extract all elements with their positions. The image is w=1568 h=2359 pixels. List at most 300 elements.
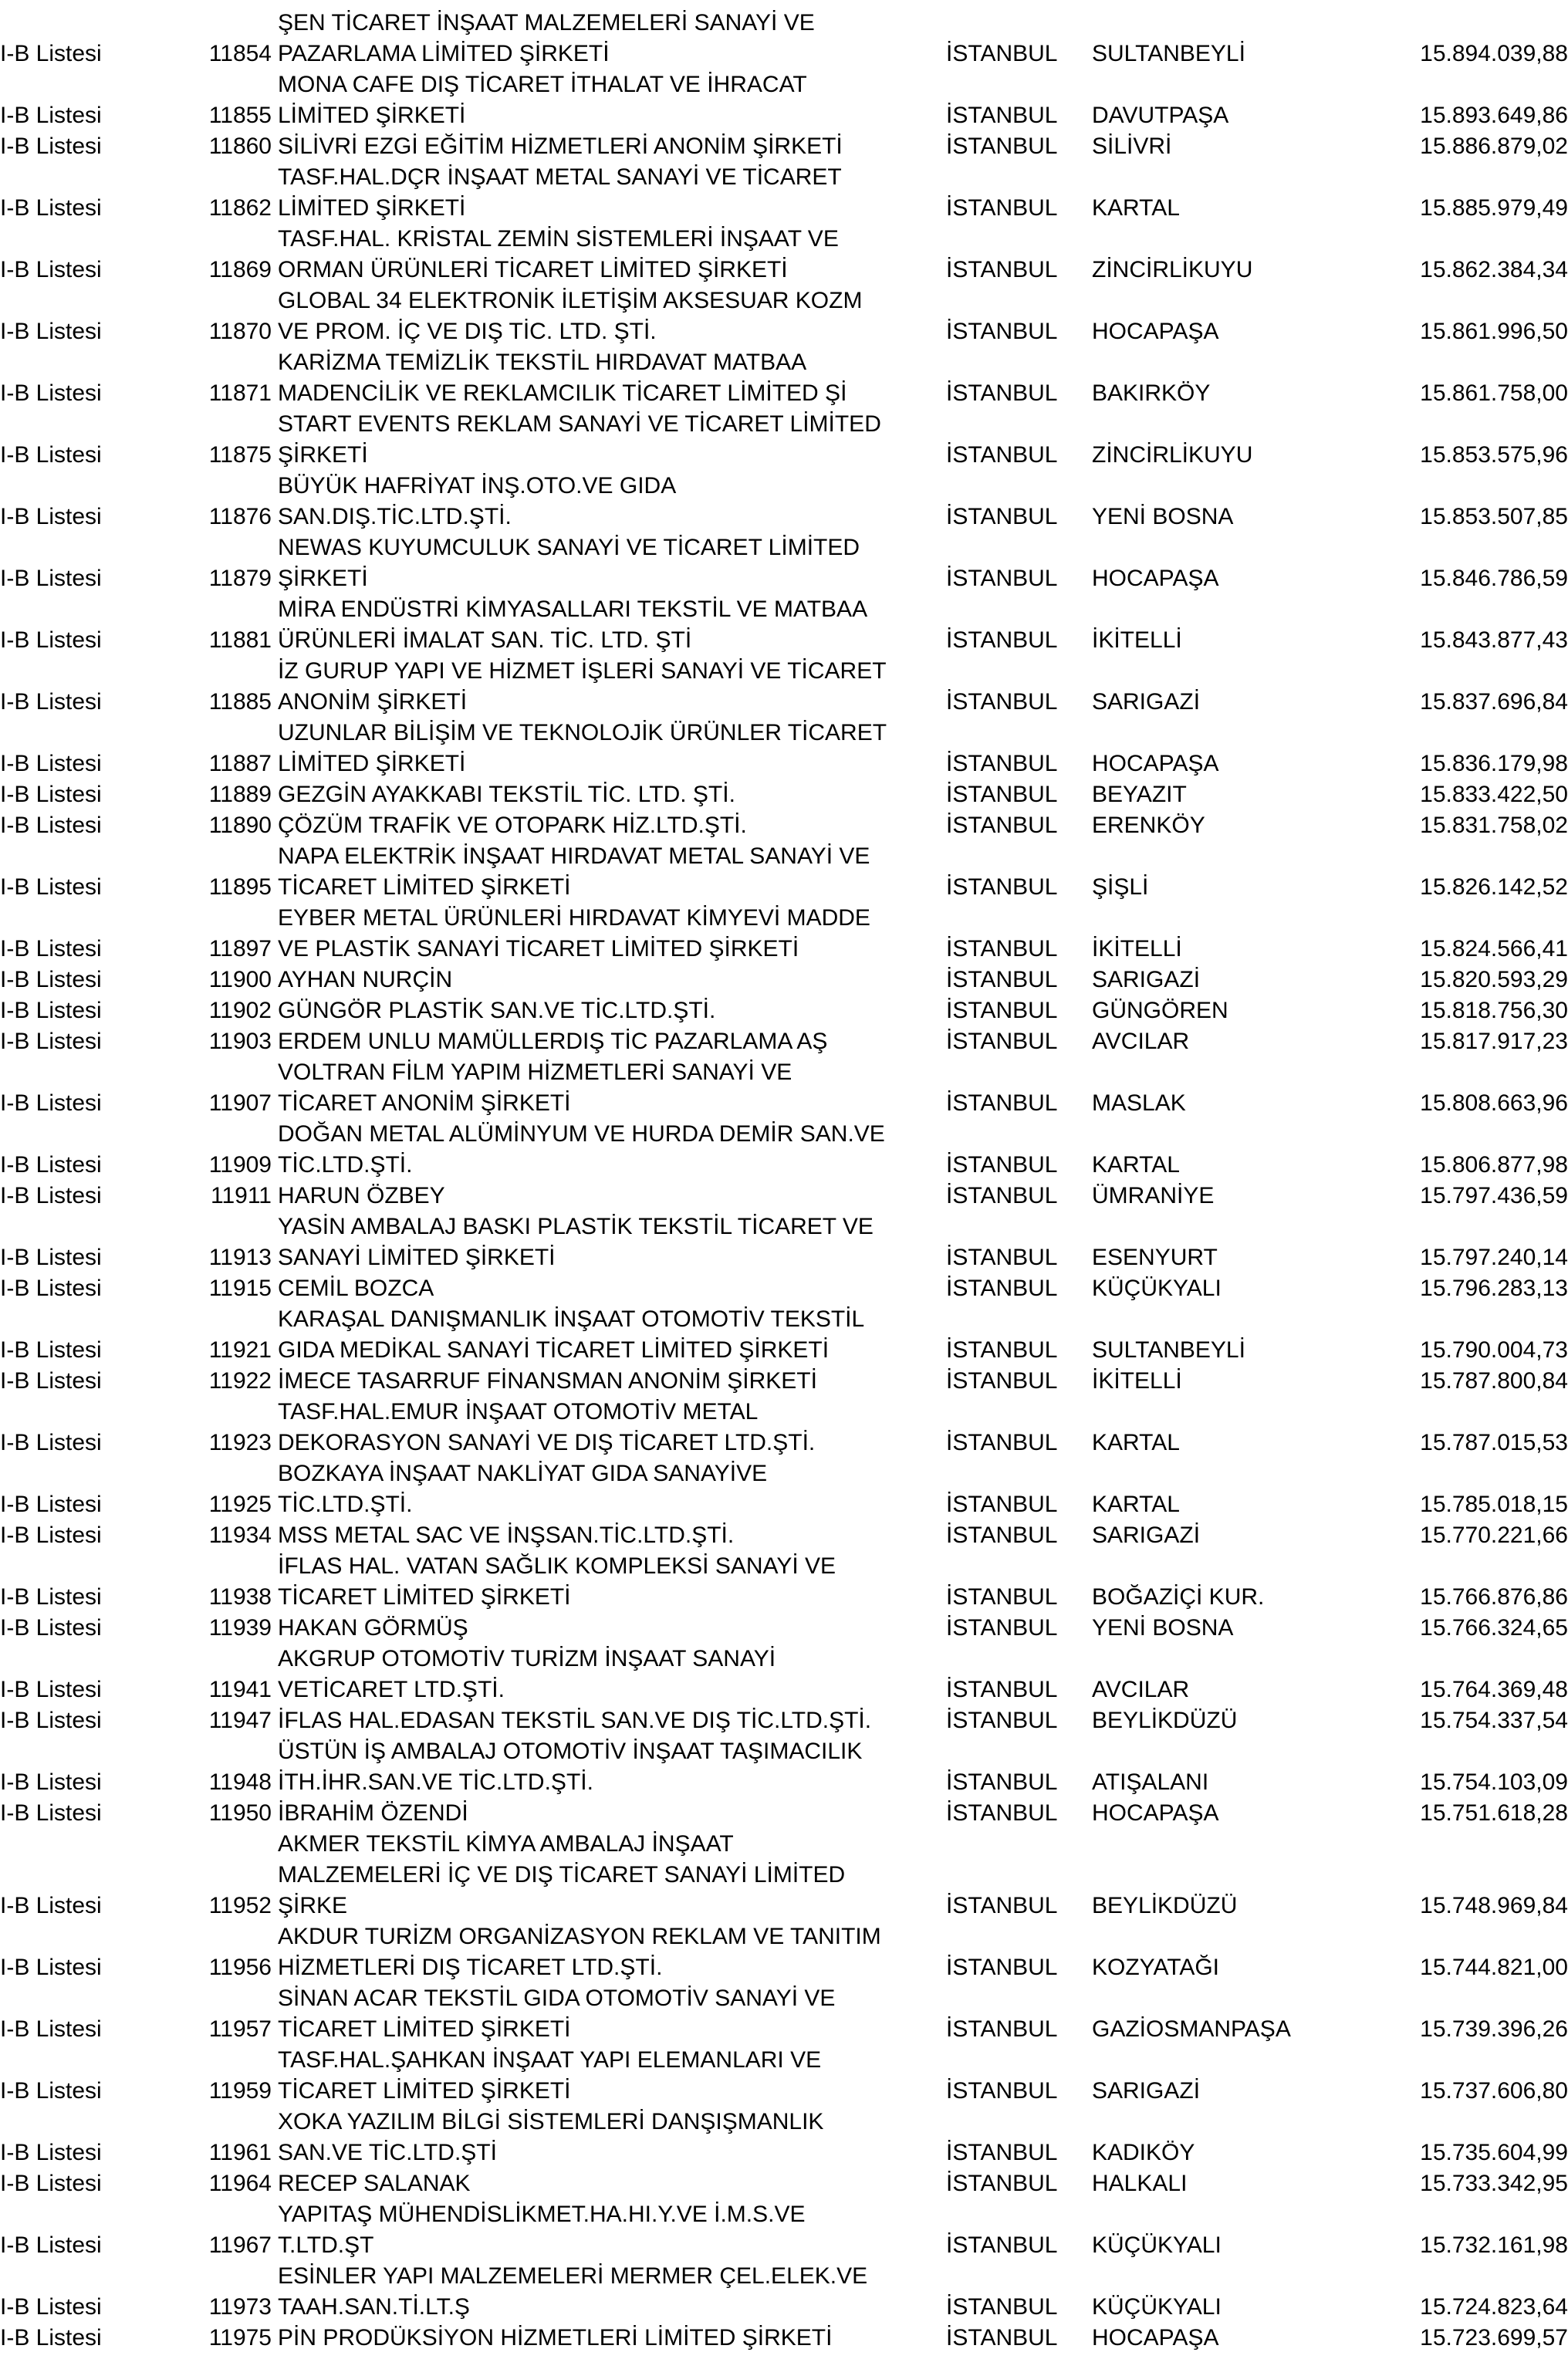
list-name: I-B Listesi [0, 936, 102, 962]
table-row [0, 255, 1568, 286]
company-name-line: SAN.DIŞ.TİC.LTD.ŞTİ. [278, 504, 512, 529]
table-row [0, 1891, 1568, 1921]
company-name-line: DEKORASYON SANAYİ VE DIŞ TİCARET LTD.ŞTİ. [278, 1430, 816, 1455]
district: SARIGAZİ [1092, 967, 1201, 992]
list-name: I-B Listesi [0, 1029, 102, 1054]
row-number: 11911 [211, 1183, 272, 1208]
company-name-line: CEMİL BOZCA [278, 1276, 434, 1301]
list-name: I-B Listesi [0, 689, 102, 715]
company-name-line: HARUN ÖZBEY [278, 1183, 445, 1208]
table-row [0, 193, 1568, 224]
table-row [0, 1705, 1568, 1736]
company-name-line: SİNAN ACAR TEKSTİL GIDA OTOMOTİV SANAYİ VE [278, 1986, 836, 2011]
table-row-name-continuation [0, 8, 1568, 39]
district: SARIGAZİ [1092, 689, 1201, 715]
company-name-line: GLOBAL 34 ELEKTRONİK İLETİŞİM AKSESUAR KOZM [278, 288, 863, 313]
company-name-line: MSS METAL SAC VE İNŞSAN.TİC.LTD.ŞTİ. [278, 1523, 735, 1548]
company-name-line: KARAŞAL DANIŞMANLIK İNŞAAT OTOMOTİV TEKSTİL [278, 1306, 865, 1332]
row-number: 11973 [208, 2294, 272, 2320]
table-row-name-continuation [0, 347, 1568, 378]
debt-amount: 15.824.566,41 [1420, 936, 1568, 962]
district: BOĞAZİÇİ KUR. [1092, 1584, 1265, 1610]
table-row-name-continuation [0, 69, 1568, 100]
list-name: I-B Listesi [0, 1090, 102, 1116]
table-row-name-continuation [0, 1057, 1568, 1088]
row-number: 11934 [208, 1523, 272, 1548]
list-name: I-B Listesi [0, 627, 102, 653]
debt-amount: 15.806.877,98 [1420, 1152, 1568, 1178]
city: İSTANBUL [946, 1708, 1058, 1733]
table-row-name-continuation [0, 1458, 1568, 1489]
district: İKİTELLİ [1092, 627, 1182, 653]
district: ZİNCİRLİKUYU [1092, 442, 1253, 468]
table-row [0, 687, 1568, 718]
row-number: 11950 [208, 1800, 272, 1826]
row-number: 11957 [208, 2016, 272, 2042]
company-name-line: TİCARET ANONİM ŞİRKETİ [278, 1090, 571, 1116]
city: İSTANBUL [946, 936, 1058, 962]
table-row [0, 749, 1568, 779]
table-row-name-continuation [0, 471, 1568, 502]
table-row-name-continuation [0, 903, 1568, 934]
company-name-line: XOKA YAZILIM BİLGİ SİSTEMLERİ DANŞIŞMANLIK [278, 2109, 824, 2134]
row-number: 11897 [208, 936, 272, 962]
company-name-line: SANAYİ LİMİTED ŞİRKETİ [278, 1245, 556, 1270]
row-number: 11921 [208, 1337, 272, 1363]
table-row [0, 2076, 1568, 2107]
table-row [0, 378, 1568, 409]
company-name-line: SAN.VE TİC.LTD.ŞTİ [278, 2140, 497, 2165]
company-name-line: ÜRÜNLERİ İMALAT SAN. TİC. LTD. ŞTİ [278, 627, 692, 653]
district: KADIKÖY [1092, 2140, 1195, 2165]
debt-amount: 15.787.015,53 [1420, 1430, 1568, 1455]
table-row-name-continuation [0, 532, 1568, 563]
row-number: 11869 [208, 257, 272, 282]
list-name: I-B Listesi [0, 1955, 102, 1980]
debt-amount: 15.751.618,28 [1420, 1800, 1568, 1826]
table-row-name-continuation [0, 656, 1568, 687]
district: İKİTELLİ [1092, 1368, 1182, 1394]
row-number: 11900 [208, 967, 272, 992]
city: İSTANBUL [946, 1183, 1058, 1208]
district: ATIŞALANI [1092, 1769, 1209, 1795]
company-name-line: TASF.HAL.ŞAHKAN İNŞAAT YAPI ELEMANLARI VE [278, 2047, 822, 2073]
table-row [0, 2168, 1568, 2199]
table-row-name-continuation [0, 1119, 1568, 1150]
company-name-line: MİRA ENDÜSTRİ KİMYASALLARI TEKSTİL VE MATBAA [278, 597, 868, 622]
table-row-name-continuation [0, 409, 1568, 440]
row-number: 11923 [208, 1430, 272, 1455]
table-row [0, 1181, 1568, 1212]
list-name: I-B Listesi [0, 1152, 102, 1178]
table-row [0, 1366, 1568, 1397]
company-name-line: BOZKAYA İNŞAAT NAKLİYAT GIDA SANAYİVE [278, 1461, 768, 1486]
city: İSTANBUL [946, 41, 1058, 66]
district: KARTAL [1092, 1430, 1180, 1455]
table-row-name-continuation [0, 1304, 1568, 1335]
list-name: I-B Listesi [0, 195, 102, 221]
table-row [0, 1582, 1568, 1613]
row-number: 11854 [208, 41, 272, 66]
row-number: 11860 [208, 133, 272, 159]
company-name-line: MONA CAFE DIŞ TİCARET İTHALAT VE İHRACAT [278, 72, 807, 97]
city: İSTANBUL [946, 1523, 1058, 1548]
list-name: I-B Listesi [0, 566, 102, 591]
district: KÜÇÜKYALI [1092, 2232, 1222, 2258]
row-number: 11939 [208, 1615, 272, 1641]
city: İSTANBUL [946, 2140, 1058, 2165]
district: ERENKÖY [1092, 813, 1205, 838]
list-name: I-B Listesi [0, 967, 102, 992]
debt-amount: 15.748.969,84 [1420, 1893, 1568, 1918]
debt-amount: 15.797.240,14 [1420, 1245, 1568, 1270]
district: BEYLİKDÜZÜ [1092, 1893, 1238, 1918]
debt-amount: 15.820.593,29 [1420, 967, 1568, 992]
debt-amount: 15.836.179,98 [1420, 751, 1568, 776]
district: BEYAZIT [1092, 782, 1187, 807]
district: KARTAL [1092, 1492, 1180, 1517]
district: DAVUTPAŞA [1092, 103, 1229, 128]
city: İSTANBUL [946, 1800, 1058, 1826]
table-row-name-continuation [0, 594, 1568, 625]
row-number: 11922 [208, 1368, 272, 1394]
row-number: 11875 [208, 442, 272, 468]
list-name: I-B Listesi [0, 2294, 102, 2320]
debt-amount: 15.735.604,99 [1420, 2140, 1568, 2165]
city: İSTANBUL [946, 1090, 1058, 1116]
debt-amount: 15.833.422,50 [1420, 782, 1568, 807]
debt-amount: 15.831.758,02 [1420, 813, 1568, 838]
city: İSTANBUL [946, 1029, 1058, 1054]
table-row [0, 872, 1568, 903]
table-row [0, 2230, 1568, 2261]
row-number: 11915 [208, 1276, 272, 1301]
debt-amount: 15.826.142,52 [1420, 874, 1568, 900]
company-name-line: HİZMETLERİ DIŞ TİCARET LTD.ŞTİ. [278, 1955, 663, 1980]
table-row-name-continuation [0, 718, 1568, 749]
city: İSTANBUL [946, 998, 1058, 1023]
row-number: 11902 [208, 998, 272, 1023]
row-number: 11876 [208, 504, 272, 529]
debt-amount: 15.744.821,00 [1420, 1955, 1568, 1980]
city: İSTANBUL [946, 1430, 1058, 1455]
debt-amount: 15.817.917,23 [1420, 1029, 1568, 1054]
debt-amount: 15.787.800,84 [1420, 1368, 1568, 1394]
table-row [0, 502, 1568, 532]
table-row [0, 316, 1568, 347]
table-row [0, 1335, 1568, 1366]
list-name: I-B Listesi [0, 2078, 102, 2104]
company-name-line: TASF.HAL.DÇR İNŞAAT METAL SANAYİ VE TİCARET [278, 164, 842, 190]
row-number: 11871 [208, 380, 272, 406]
row-number: 11889 [208, 782, 272, 807]
company-name-line: TİCARET LİMİTED ŞİRKETİ [278, 874, 571, 900]
company-name-line: LİMİTED ŞİRKETİ [278, 751, 466, 776]
district: BEYLİKDÜZÜ [1092, 1708, 1238, 1733]
company-name-line: TİC.LTD.ŞTİ. [278, 1492, 413, 1517]
company-name-line: AKMER TEKSTİL KİMYA AMBALAJ İNŞAAT [278, 1831, 734, 1857]
table-row [0, 1026, 1568, 1057]
city: İSTANBUL [946, 1677, 1058, 1702]
district: MASLAK [1092, 1090, 1186, 1116]
table-row-name-continuation [0, 1551, 1568, 1582]
table-row [0, 779, 1568, 810]
company-name-line: TİCARET LİMİTED ŞİRKETİ [278, 1584, 571, 1610]
table-row-name-continuation [0, 1860, 1568, 1891]
list-name: I-B Listesi [0, 1245, 102, 1270]
district: YENİ BOSNA [1092, 504, 1234, 529]
company-name-line: MALZEMELERİ İÇ VE DIŞ TİCARET SANAYİ LİMİTED [278, 1862, 846, 1888]
list-name: I-B Listesi [0, 103, 102, 128]
table-row [0, 2138, 1568, 2168]
city: İSTANBUL [946, 2294, 1058, 2320]
city: İSTANBUL [946, 1615, 1058, 1641]
district: HOCAPAŞA [1092, 751, 1219, 776]
debt-amount: 15.739.396,26 [1420, 2016, 1568, 2042]
company-name-line: DOĞAN METAL ALÜMİNYUM VE HURDA DEMİR SAN.VE [278, 1121, 885, 1147]
table-row [0, 965, 1568, 995]
city: İSTANBUL [946, 103, 1058, 128]
debt-amount: 15.886.879,02 [1420, 133, 1568, 159]
debt-amount: 15.732.161,98 [1420, 2232, 1568, 2258]
row-number: 11925 [208, 1492, 272, 1517]
company-name-line: EYBER METAL ÜRÜNLERİ HIRDAVAT KİMYEVİ MADDE [278, 905, 870, 931]
list-name: I-B Listesi [0, 1800, 102, 1826]
debt-amount: 15.796.283,13 [1420, 1276, 1568, 1301]
table-row [0, 1520, 1568, 1551]
city: İSTANBUL [946, 1893, 1058, 1918]
company-name-line: YAPITAŞ MÜHENDİSLİKMET.HA.HI.Y.VE İ.M.S.VE [278, 2202, 806, 2227]
table-row-name-continuation [0, 1397, 1568, 1428]
company-name-line: İTH.İHR.SAN.VE TİC.LTD.ŞTİ. [278, 1769, 593, 1795]
company-name-line: GÜNGÖR PLASTİK SAN.VE TİC.LTD.ŞTİ. [278, 998, 716, 1023]
debt-amount: 15.893.649,86 [1420, 103, 1568, 128]
row-number: 11862 [208, 195, 272, 221]
debt-amount: 15.797.436,59 [1420, 1183, 1568, 1208]
company-name-line: UZUNLAR BİLİŞİM VE TEKNOLOJİK ÜRÜNLER TİCARET [278, 720, 887, 745]
district: GÜNGÖREN [1092, 998, 1228, 1023]
company-name-line: VE PROM. İÇ VE DIŞ TİC. LTD. ŞTİ. [278, 319, 657, 344]
city: İSTANBUL [946, 1152, 1058, 1178]
debt-amount: 15.733.342,95 [1420, 2171, 1568, 2196]
table-row [0, 2323, 1568, 2354]
list-name: I-B Listesi [0, 874, 102, 900]
list-name: I-B Listesi [0, 1183, 102, 1208]
table-row-name-continuation [0, 2045, 1568, 2076]
row-number: 11887 [208, 751, 272, 776]
table-row-name-continuation [0, 1736, 1568, 1767]
district: ESENYURT [1092, 1245, 1218, 1270]
table-row [0, 1675, 1568, 1705]
table-row [0, 1767, 1568, 1798]
list-name: I-B Listesi [0, 1769, 102, 1795]
list-name: I-B Listesi [0, 1430, 102, 1455]
district: SULTANBEYLİ [1092, 1337, 1245, 1363]
district: ÜMRANİYE [1092, 1183, 1215, 1208]
company-name-line: NEWAS KUYUMCULUK SANAYİ VE TİCARET LİMİTED [278, 535, 860, 560]
company-name-line: ESİNLER YAPI MALZEMELERİ MERMER ÇEL.ELEK.VE [278, 2263, 868, 2289]
company-name-line: BÜYÜK HAFRİYAT İNŞ.OTO.VE GIDA [278, 473, 677, 498]
company-name-line: TASF.HAL.EMUR İNŞAAT OTOMOTİV METAL [278, 1399, 759, 1425]
company-name-line: T.LTD.ŞT [278, 2232, 374, 2258]
city: İSTANBUL [946, 2016, 1058, 2042]
row-number: 11952 [208, 1893, 272, 1918]
list-name: I-B Listesi [0, 1708, 102, 1733]
district: AVCILAR [1092, 1029, 1190, 1054]
list-name: I-B Listesi [0, 133, 102, 159]
district: HOCAPAŞA [1092, 2325, 1219, 2351]
row-number: 11881 [208, 627, 272, 653]
city: İSTANBUL [946, 1492, 1058, 1517]
row-number: 11941 [208, 1677, 272, 1702]
debt-amount: 15.766.324,65 [1420, 1615, 1568, 1641]
debt-amount: 15.894.039,88 [1420, 41, 1568, 66]
table-row [0, 1952, 1568, 1983]
company-name-line: RECEP SALANAK [278, 2171, 471, 2196]
debt-amount: 15.754.103,09 [1420, 1769, 1568, 1795]
company-name-line: AKGRUP OTOMOTİV TURİZM İNŞAAT SANAYİ [278, 1646, 776, 1671]
district: KOZYATAĞI [1092, 1955, 1220, 1980]
company-name-line: İFLAS HAL.EDASAN TEKSTİL SAN.VE DIŞ TİC.LTD.ŞTİ. [278, 1708, 872, 1733]
district: BAKIRKÖY [1092, 380, 1211, 406]
table-row [0, 440, 1568, 471]
city: İSTANBUL [946, 874, 1058, 900]
table-row [0, 39, 1568, 69]
list-name: I-B Listesi [0, 1615, 102, 1641]
district: ZİNCİRLİKUYU [1092, 257, 1253, 282]
list-name: I-B Listesi [0, 2232, 102, 2258]
row-number: 11948 [208, 1769, 272, 1795]
city: İSTANBUL [946, 442, 1058, 468]
table-row [0, 2014, 1568, 2045]
table-row [0, 1428, 1568, 1458]
row-number: 11879 [208, 566, 272, 591]
district: YENİ BOSNA [1092, 1615, 1234, 1641]
list-name: I-B Listesi [0, 998, 102, 1023]
city: İSTANBUL [946, 1769, 1058, 1795]
list-name: I-B Listesi [0, 41, 102, 66]
row-number: 11885 [208, 689, 272, 715]
district: ŞİŞLİ [1092, 874, 1149, 900]
company-name-line: VOLTRAN FİLM YAPIM HİZMETLERİ SANAYİ VE [278, 1060, 792, 1085]
table-row-name-continuation [0, 1983, 1568, 2014]
company-name-line: ŞEN TİCARET İNŞAAT MALZEMELERİ SANAYİ VE [278, 10, 815, 35]
table-row [0, 100, 1568, 131]
company-name-line: GIDA MEDİKAL SANAYİ TİCARET LİMİTED ŞİRKETİ [278, 1337, 830, 1363]
company-name-line: ORMAN ÜRÜNLERİ TİCARET LİMİTED ŞİRKETİ [278, 257, 788, 282]
table-row-name-continuation [0, 2261, 1568, 2292]
table-row [0, 563, 1568, 594]
company-name-line: ERDEM UNLU MAMÜLLERDIŞ TİC PAZARLAMA AŞ [278, 1029, 828, 1054]
district: KARTAL [1092, 195, 1180, 221]
company-name-line: ÜSTÜN İŞ AMBALAJ OTOMOTİV İNŞAAT TAŞIMACILIK [278, 1739, 863, 1764]
company-name-line: VETİCARET LTD.ŞTİ. [278, 1677, 505, 1702]
table-row [0, 1242, 1568, 1273]
company-name-line: ÇÖZÜM TRAFİK VE OTOPARK HİZ.LTD.ŞTİ. [278, 813, 747, 838]
table-row [0, 810, 1568, 841]
company-name-line: LİMİTED ŞİRKETİ [278, 103, 466, 128]
city: İSTANBUL [946, 257, 1058, 282]
debt-amount: 15.837.696,84 [1420, 689, 1568, 715]
table-row-name-continuation [0, 841, 1568, 872]
row-number: 11959 [208, 2078, 272, 2104]
list-name: I-B Listesi [0, 782, 102, 807]
district: SARIGAZİ [1092, 2078, 1201, 2104]
list-name: I-B Listesi [0, 1677, 102, 1702]
debt-amount: 15.808.663,96 [1420, 1090, 1568, 1116]
table-row [0, 1088, 1568, 1119]
company-name-line: ŞİRKETİ [278, 566, 368, 591]
company-name-line: TİC.LTD.ŞTİ. [278, 1152, 413, 1178]
city: İSTANBUL [946, 1276, 1058, 1301]
city: İSTANBUL [946, 1245, 1058, 1270]
table-row [0, 625, 1568, 656]
row-number: 11967 [208, 2232, 272, 2258]
company-name-line: TASF.HAL. KRİSTAL ZEMİN SİSTEMLERİ İNŞAAT VE [278, 226, 839, 252]
company-name-line: GEZGİN AYAKKABI TEKSTİL TİC. LTD. ŞTİ. [278, 782, 735, 807]
row-number: 11895 [208, 874, 272, 900]
company-name-line: VE PLASTİK SANAYİ TİCARET LİMİTED ŞİRKETİ [278, 936, 799, 962]
company-name-line: NAPA ELEKTRİK İNŞAAT HIRDAVAT METAL SANAYİ VE [278, 843, 870, 869]
debt-amount: 15.723.699,57 [1420, 2325, 1568, 2351]
company-name-line: ANONİM ŞİRKETİ [278, 689, 468, 715]
city: İSTANBUL [946, 2078, 1058, 2104]
table-row-name-continuation [0, 2107, 1568, 2138]
list-name: I-B Listesi [0, 319, 102, 344]
city: İSTANBUL [946, 566, 1058, 591]
company-name-line: LİMİTED ŞİRKETİ [278, 195, 466, 221]
city: İSTANBUL [946, 2232, 1058, 2258]
district: HALKALI [1092, 2171, 1188, 2196]
list-name: I-B Listesi [0, 2325, 102, 2351]
debt-amount: 15.785.018,15 [1420, 1492, 1568, 1517]
table-row-name-continuation [0, 2199, 1568, 2230]
list-name: I-B Listesi [0, 2140, 102, 2165]
list-name: I-B Listesi [0, 380, 102, 406]
debt-amount: 15.853.507,85 [1420, 504, 1568, 529]
row-number: 11947 [208, 1708, 272, 1733]
city: İSTANBUL [946, 967, 1058, 992]
list-name: I-B Listesi [0, 257, 102, 282]
list-name: I-B Listesi [0, 1368, 102, 1394]
row-number: 11913 [208, 1245, 272, 1270]
debt-amount: 15.770.221,66 [1420, 1523, 1568, 1548]
row-number: 11903 [208, 1029, 272, 1054]
district: AVCILAR [1092, 1677, 1190, 1702]
row-number: 11961 [208, 2140, 272, 2165]
table-row [0, 934, 1568, 965]
debt-amount: 15.764.369,48 [1420, 1677, 1568, 1702]
debt-amount: 15.766.876,86 [1420, 1584, 1568, 1610]
debt-amount: 15.818.756,30 [1420, 998, 1568, 1023]
company-name-line: PAZARLAMA LİMİTED ŞİRKETİ [278, 41, 610, 66]
debt-amount: 15.861.996,50 [1420, 319, 1568, 344]
debt-amount: 15.885.979,49 [1420, 195, 1568, 221]
company-name-line: HAKAN GÖRMÜŞ [278, 1615, 468, 1641]
table-row-name-continuation [0, 1829, 1568, 1860]
table-row-name-continuation [0, 286, 1568, 316]
district: SULTANBEYLİ [1092, 41, 1245, 66]
company-name-line: YASİN AMBALAJ BASKI PLASTİK TEKSTİL TİCARET VE [278, 1214, 874, 1239]
company-name-line: İMECE TASARRUF FİNANSMAN ANONİM ŞİRKETİ [278, 1368, 817, 1394]
city: İSTANBUL [946, 1584, 1058, 1610]
list-name: I-B Listesi [0, 504, 102, 529]
list-name: I-B Listesi [0, 1523, 102, 1548]
list-name: I-B Listesi [0, 2016, 102, 2042]
city: İSTANBUL [946, 1368, 1058, 1394]
row-number: 11975 [208, 2325, 272, 2351]
table-row [0, 1613, 1568, 1644]
